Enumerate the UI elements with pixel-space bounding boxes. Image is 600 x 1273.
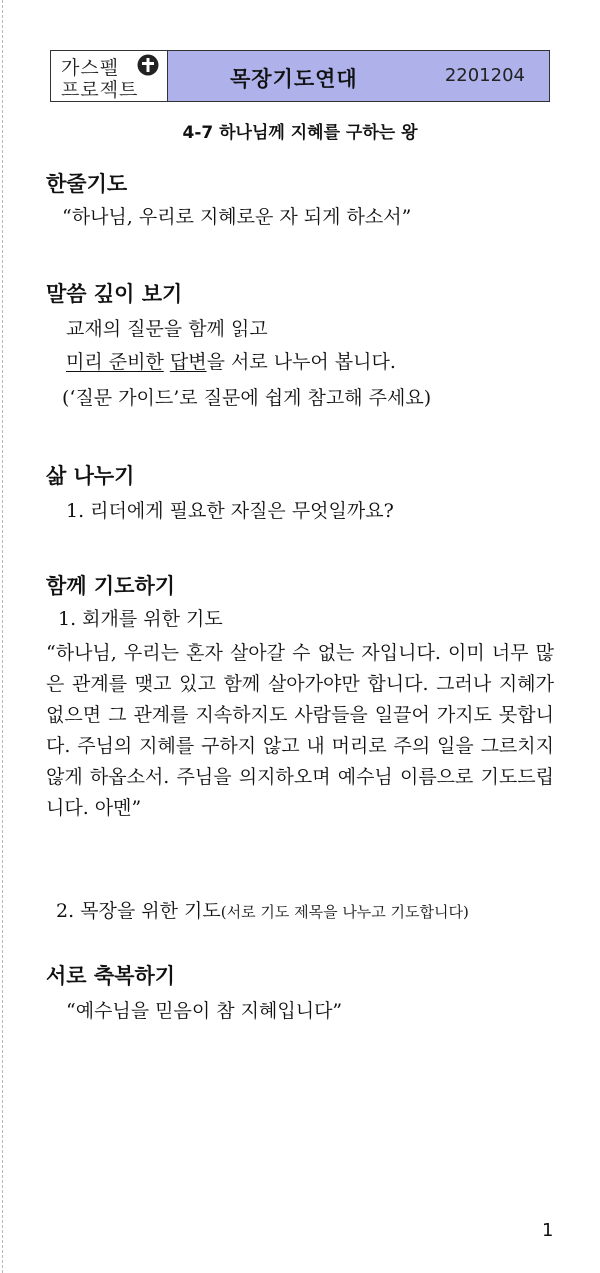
page-edge-rule	[2, 0, 3, 1273]
one-line-prayer-text: “하나님, 우리로 지혜로운 자 되게 하소서”	[62, 206, 412, 228]
repentance-prayer-title: 1. 회개를 위한 기도	[58, 608, 223, 630]
life-sharing-item1: 1. 리더에게 필요한 자질은 무엇일까요?	[66, 500, 394, 522]
heading-deep-word: 말씀 깊이 보기	[46, 282, 183, 306]
heading-one-line-prayer: 한줄기도	[46, 172, 128, 196]
page-title: 목장기도연대	[230, 67, 358, 91]
bless-each-other-text: “예수님을 믿음이 참 지혜입니다”	[66, 1000, 343, 1022]
mokjang-prayer-line	[56, 896, 469, 923]
deep-word-line3: (‘질문 가이드’로 질문에 쉽게 참고해 주세요)	[62, 387, 432, 409]
lesson-subtitle: 4-7 하나님께 지혜를 구하는 왕	[182, 123, 418, 143]
header-banner	[50, 50, 550, 102]
logo	[51, 51, 168, 101]
heading-pray-together: 함께 기도하기	[46, 574, 176, 598]
title-banner	[168, 51, 549, 101]
logo-line2: 프로젝트	[61, 79, 139, 101]
underline-answer: 답변	[169, 351, 207, 373]
deep-word-line2: 미리 준비한 답변을 서로 나누어 봅니다.	[66, 351, 396, 373]
heading-bless-each-other: 서로 축복하기	[46, 964, 176, 988]
deep-word-line1: 교재의 질문을 함께 읽고	[66, 318, 268, 340]
document-code: 2201204	[444, 65, 525, 86]
cross-icon	[137, 54, 159, 76]
page-number: 1	[542, 1220, 554, 1241]
heading-life-sharing: 삶 나누기	[46, 464, 135, 488]
repentance-prayer-text: “하나님, 우리는 혼자 살아갈 수 없는 자입니다. 이미 너무 많은 관계를 맺고 있고 함께 살아가야만 합니다. 그러나 지혜가 없으면 그 관계를 지속하지도 사람들을 일끌어 가지도 못합니다. 주님의 지혜를 구하지 않고 내 머리로 주의 일을 그르치지 않게 하옵소서. 주님을 의지하오며 예수님 이름으로 기도드립니다. 아멘”	[46, 642, 554, 819]
mokjang-prayer-title: 2. 목장을 위한 기도	[56, 900, 221, 922]
underline-prepared: 미리 준비한	[66, 351, 164, 373]
logo-line1: 가스펠	[61, 57, 120, 79]
mokjang-prayer-note: (서로 기도 제목을 나누고 기도합니다)	[220, 903, 469, 921]
